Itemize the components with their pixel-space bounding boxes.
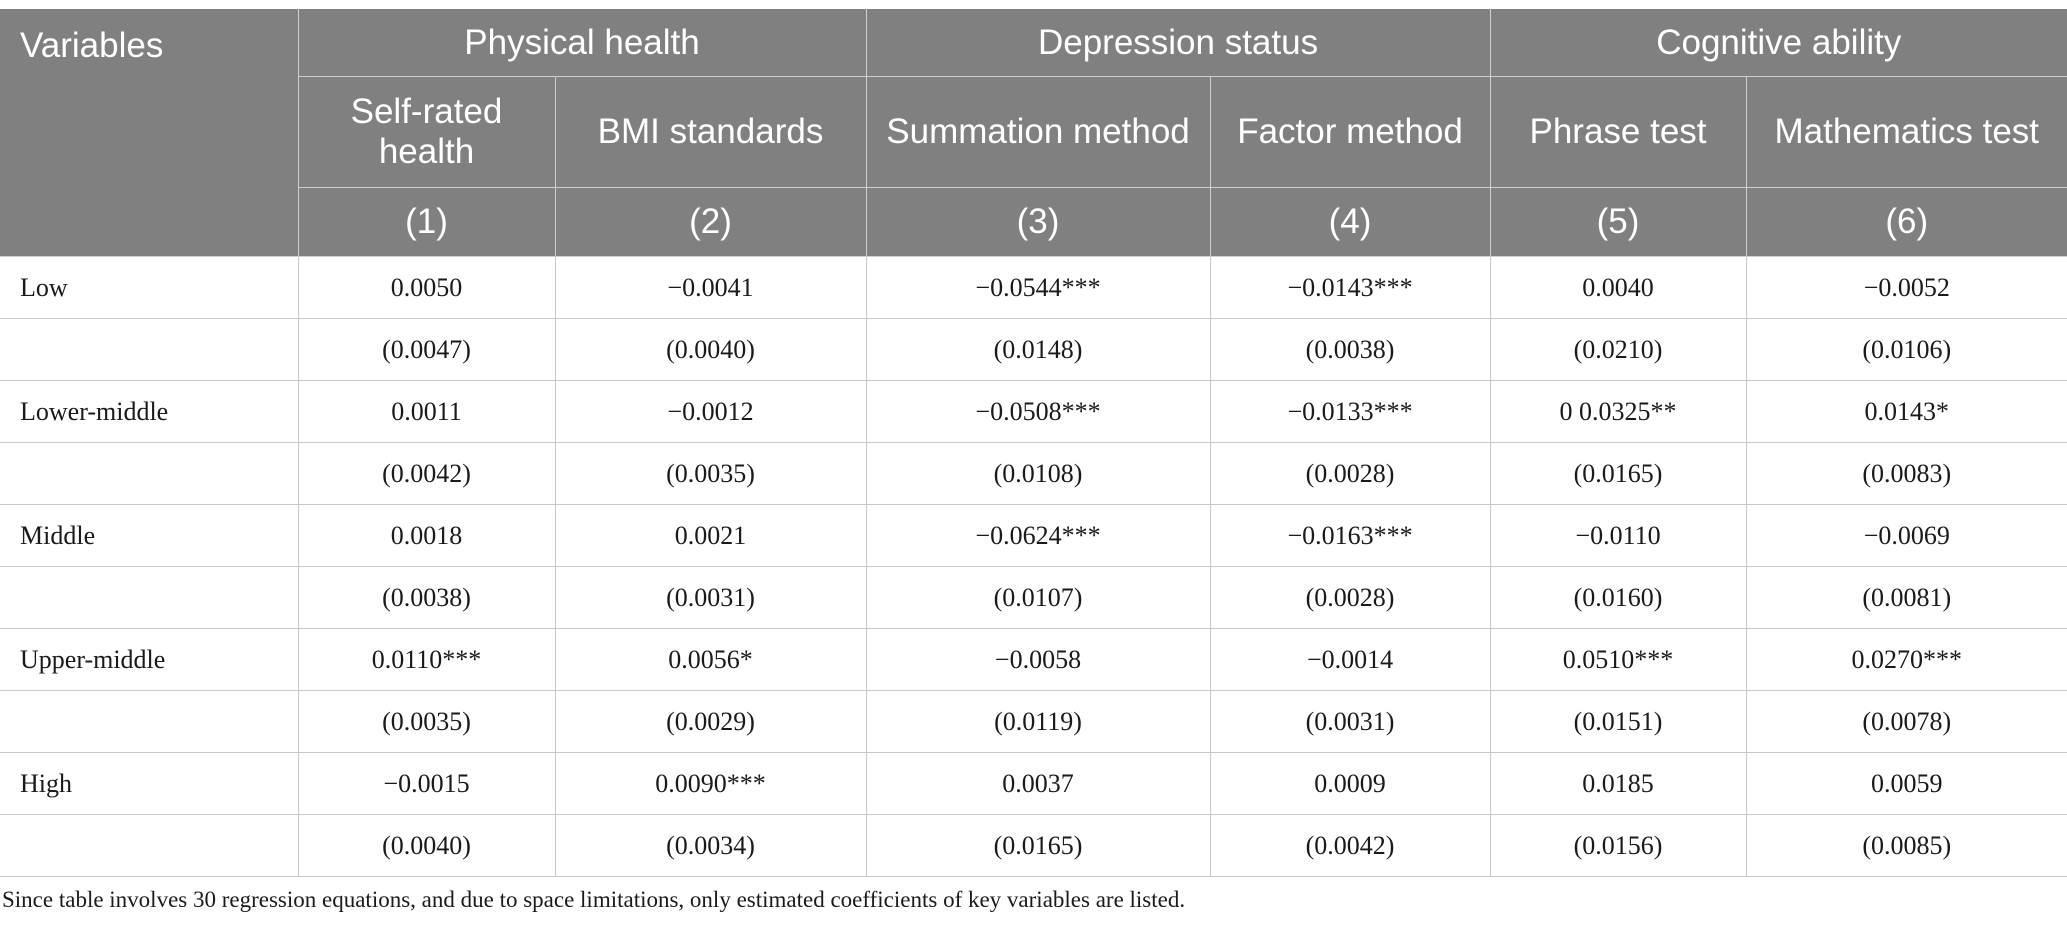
subheader-phrase-test: Phrase test	[1490, 77, 1746, 188]
table-row-coefficients	[0, 381, 2067, 443]
table-row-coefficients	[0, 505, 2067, 567]
coefficient-cell: −0.0143***	[1210, 257, 1490, 319]
table-row-coefficients	[0, 629, 2067, 691]
column-number: (2)	[555, 188, 866, 257]
standard-error-cell: (0.0085)	[1746, 815, 2067, 877]
standard-error-cell: (0.0031)	[1210, 691, 1490, 753]
row-label: High	[0, 753, 298, 815]
coefficient-cell: −0.0163***	[1210, 505, 1490, 567]
standard-error-cell: (0.0156)	[1490, 815, 1746, 877]
coefficient-cell: −0.0015	[298, 753, 555, 815]
standard-error-cell: (0.0034)	[555, 815, 866, 877]
table-footnote: Since table involves 30 regression equations, and due to space limitations, only estimated coefficients of key variables are listed.	[2, 887, 1186, 912]
coefficient-cell: −0.0544***	[866, 257, 1210, 319]
coefficient-cell: 0.0185	[1490, 753, 1746, 815]
row-label: Lower-middle	[0, 381, 298, 443]
coefficient-cell: 0.0059	[1746, 753, 2067, 815]
coefficient-cell: −0.0058	[866, 629, 1210, 691]
coefficient-cell: −0.0014	[1210, 629, 1490, 691]
standard-error-cell: (0.0160)	[1490, 567, 1746, 629]
coefficient-cell: 0.0050	[298, 257, 555, 319]
standard-error-cell: (0.0040)	[298, 815, 555, 877]
coefficient-cell: 0.0037	[866, 753, 1210, 815]
standard-error-cell: (0.0108)	[866, 443, 1210, 505]
row-label-empty	[0, 815, 298, 877]
group-header-cognitive-ability: Cognitive ability	[1490, 9, 2067, 77]
standard-error-cell: (0.0047)	[298, 319, 555, 381]
coefficient-cell: −0.0069	[1746, 505, 2067, 567]
table-header	[0, 9, 2067, 257]
row-label: Low	[0, 257, 298, 319]
table-row-standard-errors	[0, 691, 2067, 753]
standard-error-cell: (0.0028)	[1210, 567, 1490, 629]
row-label: Middle	[0, 505, 298, 567]
standard-error-cell: (0.0210)	[1490, 319, 1746, 381]
standard-error-cell: (0.0042)	[1210, 815, 1490, 877]
standard-error-cell: (0.0029)	[555, 691, 866, 753]
subheader-bmi-standards: BMI standards	[555, 77, 866, 188]
row-label-empty	[0, 691, 298, 753]
coefficient-cell: 0.0143*	[1746, 381, 2067, 443]
coefficient-cell: −0.0041	[555, 257, 866, 319]
column-number: (5)	[1490, 188, 1746, 257]
standard-error-cell: (0.0028)	[1210, 443, 1490, 505]
standard-error-cell: (0.0040)	[555, 319, 866, 381]
table-row-standard-errors	[0, 567, 2067, 629]
column-number: (3)	[866, 188, 1210, 257]
coefficient-cell: 0.0018	[298, 505, 555, 567]
standard-error-cell: (0.0035)	[555, 443, 866, 505]
standard-error-cell: (0.0165)	[1490, 443, 1746, 505]
coefficient-cell: 0 0.0325**	[1490, 381, 1746, 443]
standard-error-cell: (0.0151)	[1490, 691, 1746, 753]
standard-error-cell: (0.0031)	[555, 567, 866, 629]
standard-error-cell: (0.0035)	[298, 691, 555, 753]
variables-header: Variables	[0, 9, 298, 257]
coefficient-cell: 0.0510***	[1490, 629, 1746, 691]
standard-error-cell: (0.0038)	[1210, 319, 1490, 381]
coefficient-cell: 0.0270***	[1746, 629, 2067, 691]
coefficient-cell: −0.0012	[555, 381, 866, 443]
coefficient-cell: 0.0040	[1490, 257, 1746, 319]
coefficient-cell: 0.0011	[298, 381, 555, 443]
column-number: (4)	[1210, 188, 1490, 257]
coefficient-cell: −0.0133***	[1210, 381, 1490, 443]
row-label-empty	[0, 319, 298, 381]
coefficient-cell: −0.0508***	[866, 381, 1210, 443]
coefficient-cell: −0.0110	[1490, 505, 1746, 567]
group-header-depression-status: Depression status	[866, 9, 1490, 77]
standard-error-cell: (0.0038)	[298, 567, 555, 629]
table-body	[0, 257, 2067, 877]
standard-error-cell: (0.0165)	[866, 815, 1210, 877]
coefficient-cell: 0.0090***	[555, 753, 866, 815]
table-row-coefficients	[0, 257, 2067, 319]
subheader-mathematics-test: Mathematics test	[1746, 77, 2067, 188]
column-number: (6)	[1746, 188, 2067, 257]
standard-error-cell: (0.0078)	[1746, 691, 2067, 753]
standard-error-cell: (0.0081)	[1746, 567, 2067, 629]
standard-error-cell: (0.0106)	[1746, 319, 2067, 381]
coefficient-cell: 0.0009	[1210, 753, 1490, 815]
coefficient-cell: 0.0110***	[298, 629, 555, 691]
standard-error-cell: (0.0148)	[866, 319, 1210, 381]
standard-error-cell: (0.0042)	[298, 443, 555, 505]
row-label-empty	[0, 443, 298, 505]
standard-error-cell: (0.0119)	[866, 691, 1210, 753]
coefficient-cell: −0.0052	[1746, 257, 2067, 319]
table-row-standard-errors	[0, 815, 2067, 877]
group-header-physical-health: Physical health	[298, 9, 866, 77]
row-label-empty	[0, 567, 298, 629]
table-row-standard-errors	[0, 319, 2067, 381]
standard-error-cell: (0.0083)	[1746, 443, 2067, 505]
coefficient-cell: 0.0056*	[555, 629, 866, 691]
coefficient-cell: 0.0021	[555, 505, 866, 567]
table-row-standard-errors	[0, 443, 2067, 505]
regression-table	[0, 9, 2067, 877]
subheader-self-rated-health: Self-rated health	[298, 77, 555, 188]
subheader-factor-method: Factor method	[1210, 77, 1490, 188]
table-row-coefficients	[0, 753, 2067, 815]
coefficient-cell: −0.0624***	[866, 505, 1210, 567]
standard-error-cell: (0.0107)	[866, 567, 1210, 629]
row-label: Upper-middle	[0, 629, 298, 691]
subheader-summation-method: Summation method	[866, 77, 1210, 188]
regression-table-container	[0, 9, 2067, 877]
column-number: (1)	[298, 188, 555, 257]
